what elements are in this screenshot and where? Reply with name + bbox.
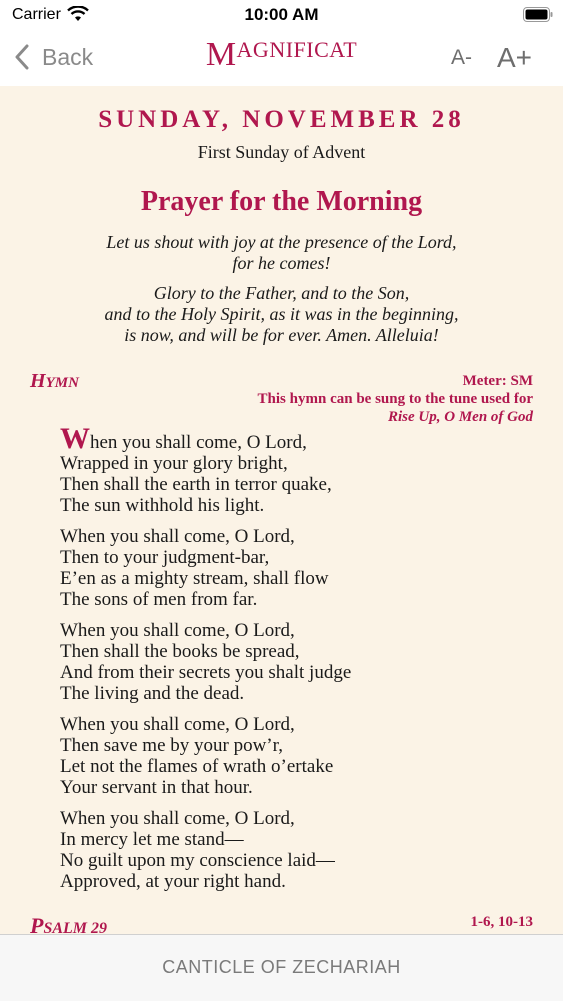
- doxology-verse: [0, 283, 563, 346]
- hymn-stanza: [60, 808, 351, 892]
- hymn-line: Approved, at your right hand.: [60, 871, 286, 892]
- psalm-verse-reference: 1-6, 10-13: [470, 914, 533, 930]
- hymn-line: The living and the dead.: [60, 683, 245, 704]
- hymn-line: In mercy let me stand—: [60, 829, 244, 850]
- verse-line: Glory to the Father, and to the Son,: [153, 283, 410, 303]
- hymn-line: When you shall come, O Lord,: [60, 714, 295, 735]
- antiphon-verse: [0, 232, 563, 274]
- hymn-line: No guilt upon my conscience laid—: [60, 850, 335, 871]
- magnificat-logo: [0, 36, 563, 74]
- hymn-line: When you shall come, O Lord,: [60, 620, 295, 641]
- decrease-font-button[interactable]: A-: [451, 46, 472, 69]
- hymn-stanza: [60, 714, 351, 798]
- meter-label: Meter: SM: [462, 373, 533, 389]
- hymn-heading-rest: YMN: [45, 375, 79, 391]
- logo-rest: AGNIFICAT: [236, 37, 358, 62]
- clock: 10:00 AM: [244, 5, 319, 24]
- hymn-stanza: [60, 620, 351, 704]
- back-label: Back: [42, 43, 94, 70]
- hymn-line: Let not the flames of wrath o’ertake: [60, 756, 334, 777]
- hymn-text: [60, 422, 352, 902]
- hymn-line: Wrapped in your glory bright,: [60, 453, 288, 474]
- hymn-line: And from their secrets you shalt judge: [60, 662, 352, 683]
- carrier-label: Carrier: [12, 6, 61, 23]
- hymn-line: The sun withhold his light.: [60, 495, 265, 516]
- hymn-line: [60, 422, 351, 455]
- hymn-meter-info: [258, 372, 533, 426]
- next-section-button[interactable]: CANTICLE OF ZECHARIAH: [162, 957, 401, 977]
- prayer-title: Prayer for the Morning: [140, 186, 423, 217]
- hymn-line: Then shall the earth in terror quake,: [60, 474, 332, 495]
- hymn-line: E’en as a mighty stream, shall flow: [60, 568, 329, 589]
- verse-line: is now, and will be for ever. Amen. Alleluia!: [124, 325, 439, 345]
- logo-initial: M: [205, 36, 237, 73]
- hymn-line-text: hen you shall come, O Lord,: [90, 432, 307, 453]
- verse-line: for he comes!: [232, 253, 331, 273]
- status-bar: [0, 0, 563, 30]
- tune-name: Rise Up, O Men of God: [388, 409, 533, 425]
- hymn-line: Then to your judgment-bar,: [60, 547, 270, 568]
- hymn-heading-initial: H: [30, 370, 46, 392]
- verse-line: and to the Holy Spirit, as it was in the beginning,: [104, 304, 459, 324]
- psalm-heading: [30, 913, 107, 934]
- hymn-stanza: [60, 526, 351, 610]
- hymn-line: Your servant in that hour.: [60, 777, 253, 798]
- hymn-line: Then shall the books be spread,: [60, 641, 300, 662]
- drop-cap: W: [60, 422, 90, 455]
- increase-font-button[interactable]: A+: [497, 42, 533, 73]
- bottom-bar: [0, 934, 563, 1001]
- hymn-line: Then save me by your pow’r,: [60, 735, 283, 756]
- reading-content[interactable]: [0, 86, 563, 934]
- psalm-heading-rest: SALM 29: [43, 920, 108, 934]
- hymn-stanza: [60, 422, 351, 516]
- hymn-line: The sons of men from far.: [60, 589, 258, 610]
- hymn-line: When you shall come, O Lord,: [60, 526, 295, 547]
- verse-line: Let us shout with joy at the presence of the Lord,: [106, 232, 457, 252]
- hymn-line: When you shall come, O Lord,: [60, 808, 295, 829]
- hymn-heading: [30, 370, 79, 393]
- navigation-bar: [0, 30, 563, 86]
- tune-note: This hymn can be sung to the tune used for: [257, 391, 533, 407]
- psalm-heading-initial: P: [30, 913, 44, 934]
- date-heading: SUNDAY, NOVEMBER 28: [98, 106, 465, 133]
- battery-icon: [523, 7, 553, 22]
- feast-name: First Sunday of Advent: [197, 142, 366, 162]
